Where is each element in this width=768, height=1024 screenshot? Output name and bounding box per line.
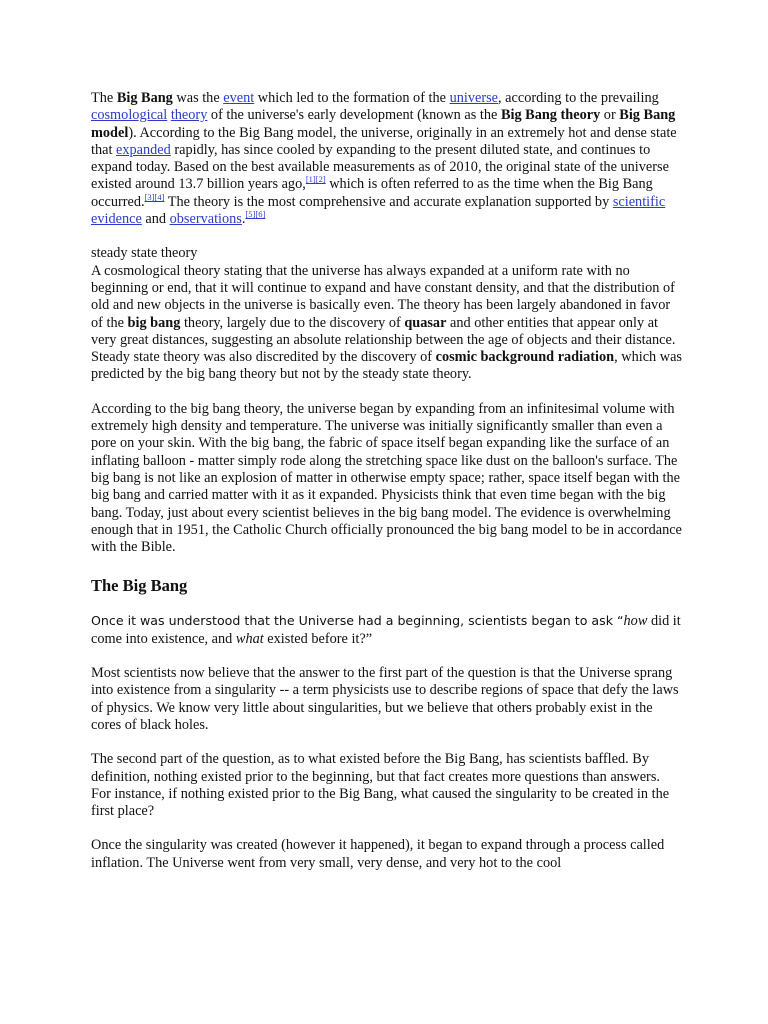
link-scientific-evidence[interactable]: scientific evidence — [91, 193, 666, 228]
citation-1[interactable]: [1] — [305, 174, 316, 185]
paragraph-question — [91, 612, 683, 648]
steady-state-title: steady state theory — [91, 245, 198, 262]
link-universe[interactable]: universe — [449, 90, 499, 106]
bold-term: Big Bang model — [91, 107, 676, 141]
text: A cosmological theory stating that the universe has always expanded at a uniform rate with no beginning or end, that it will continue to expand and have constant density, and that the distribution of old and new objects in the universe is basically even. The theory has been largely abandoned in favor of the — [91, 262, 675, 331]
text: ). According to the Big Bang model, the universe, originally in an extremely hot and dense state that — [91, 124, 677, 158]
document-page — [91, 90, 683, 872]
citation-group — [306, 174, 326, 184]
text: The — [91, 90, 117, 106]
text: Once it was understood that the Universe had a beginning, scientists began to ask “ — [91, 613, 624, 629]
bold-term: cosmic background radiation — [435, 349, 615, 366]
paragraph-big-bang-theory: According to the big bang theory, the universe began by expanding from an infinitesimal volume with extremely high density and temperature. The universe was initially significantly smaller than even a pore on your skin. With the big bang, the fabric of space itself began expanding like the surface of an inflating balloon - matter simply rode along the stretching space like dust on the balloon's surface. The big bang is not like an explosion of matter in otherwise empty space; rather, space itself began with the big bang and carried matter with it as it expanded. Physicists think that even time began with the big bang. Today, just about every scientist believes in the big bang model. The evidence is overwhelming enough that in 1951, the Catholic Church officially pronounced the big bang model to be in accordance with the Bible. — [91, 400, 682, 556]
citation-4[interactable]: [4] — [154, 191, 165, 202]
italic-term: how — [623, 613, 648, 630]
text: of the universe's early development (known as the — [207, 107, 501, 124]
text: , according to the prevailing — [498, 90, 659, 106]
paragraph-big-bang-intro — [91, 90, 683, 228]
text: and — [141, 211, 170, 228]
citation-group — [245, 209, 265, 219]
citation-5[interactable]: [5] — [245, 209, 256, 220]
text: theory, largely due to the discovery of — [180, 314, 405, 331]
paragraph-before-big-bang: The second part of the question, as to what existed before the Big Bang, has scientists baffled. By definition, nothing existed prior to the beginning, but that fact creates more questions than answers. For instance, if nothing existed prior to the Big Bang, what caused the singularity to be created in the first place? — [91, 751, 670, 820]
link-event[interactable]: event — [223, 90, 255, 106]
link-cosmological[interactable]: cosmological — [91, 107, 168, 124]
text: which is often referred to as the time when the Big Bang occurred. — [91, 176, 653, 210]
text: . — [241, 211, 246, 228]
text: existed before it?” — [263, 630, 373, 647]
text: or — [600, 107, 620, 124]
link-observations[interactable]: observations — [169, 211, 242, 228]
text: which led to the formation of the — [254, 90, 450, 106]
citation-6[interactable]: [6] — [255, 209, 266, 220]
bold-term: Big Bang theory — [500, 107, 601, 124]
text: did it come into existence, and — [91, 613, 681, 647]
text: and other entities that appear only at very great distances, suggesting an absolute relationship between the age of objects and their distance. Steady state theory was also discredited by the discovery of — [91, 314, 676, 366]
text: , which was predicted by the big bang theory but not by the steady state theory. — [91, 349, 682, 383]
link-expanded[interactable]: expanded — [116, 141, 171, 158]
section-heading: The Big Bang — [91, 576, 188, 596]
paragraph-inflation: Once the singularity was created (however it happened), it began to expand through a process called inflation. The Universe went from very small, very dense, and very hot to the cool — [91, 837, 665, 871]
paragraph-steady-state — [91, 263, 683, 384]
citation-2[interactable]: [2] — [315, 174, 326, 185]
bold-term: quasar — [404, 314, 447, 331]
italic-term: what — [235, 630, 264, 647]
citation-3[interactable]: [3] — [144, 191, 155, 202]
link-theory[interactable]: theory — [170, 107, 208, 124]
paragraph-singularity: Most scientists now believe that the answer to the first part of the question is that the Universe sprang into existence from a singularity -- a term physicists use to describe regions of space that defy the laws of physics. We know very little about singularities, but we believe that others probably exist in the cores of black holes. — [91, 665, 679, 733]
text: The theory is the most comprehensive and accurate explanation supported by — [164, 193, 613, 210]
text: was the — [172, 90, 224, 106]
text: rapidly, has since cooled by expanding to the present diluted state, and continues to expand today. Based on the best available measurements as of 2010, the original state of the universe existed around 13.7 billion years ago, — [91, 141, 669, 193]
bold-term: Big Bang — [116, 90, 173, 106]
citation-group — [145, 192, 165, 202]
bold-term: big bang — [127, 314, 181, 331]
